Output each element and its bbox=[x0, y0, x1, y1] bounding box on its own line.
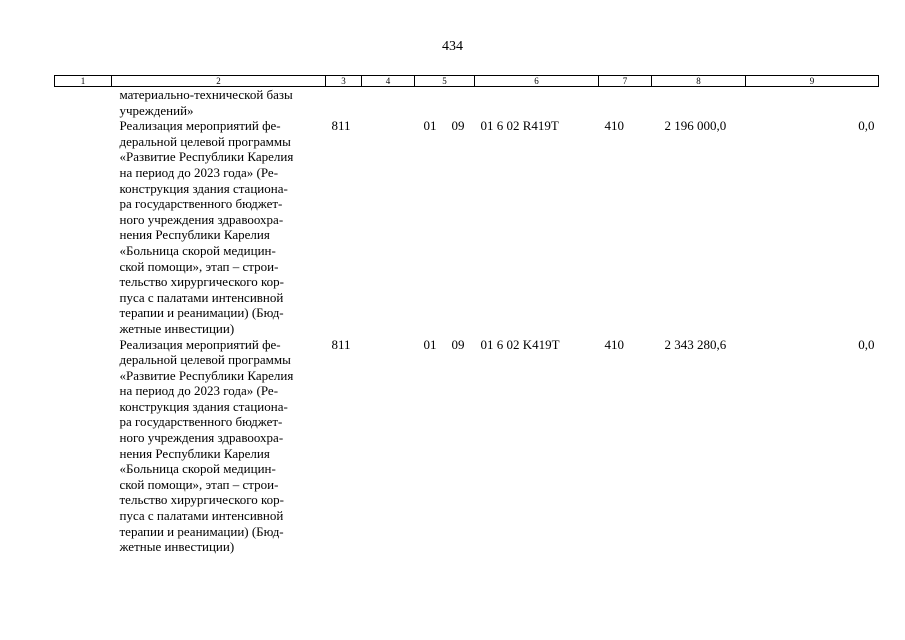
table-row bbox=[55, 118, 879, 336]
text-line: «Больница скорой медицин- bbox=[119, 242, 276, 258]
text-line: материально-технической базы bbox=[119, 87, 293, 102]
text-line: деральной целевой программы bbox=[119, 352, 291, 368]
row-name bbox=[112, 118, 326, 336]
column-number-5: 5 bbox=[415, 76, 475, 87]
column-number-8: 8 bbox=[652, 76, 746, 87]
text-line: нения Республики Карелия bbox=[119, 227, 270, 243]
column-number-row bbox=[55, 76, 879, 87]
text-line: ской помощи», этап – строи- bbox=[119, 476, 279, 492]
text-line: жетные инвестиции) bbox=[119, 539, 235, 555]
text-line: ного учреждения здравоохра- bbox=[119, 430, 284, 446]
column-number-2: 2 bbox=[112, 76, 326, 87]
cell-amount: 2 343 280,6 bbox=[664, 336, 727, 352]
cell-gov-code: 811 bbox=[331, 336, 351, 352]
cell-section-code: 09 bbox=[451, 336, 465, 352]
text-line: конструкция здания стациона- bbox=[119, 180, 288, 196]
cell-amount-federal: 0,0 bbox=[858, 118, 875, 134]
continuation-text bbox=[112, 87, 326, 119]
cell-gov-code: 811 bbox=[331, 118, 351, 134]
cell-target-article: 01 6 02 K419Т bbox=[480, 336, 560, 352]
column-number-4: 4 bbox=[362, 76, 415, 87]
text-line: терапии и реанимации) (Бюд- bbox=[119, 523, 284, 539]
text-line: нения Республики Карелия bbox=[119, 445, 270, 461]
row-name bbox=[112, 337, 326, 555]
text-line: ра государственного бюджет- bbox=[119, 414, 283, 430]
text-line: на период до 2023 года» (Ре- bbox=[119, 383, 279, 399]
text-line: жетные инвестиции) bbox=[119, 320, 235, 336]
text-line: терапии и реанимации) (Бюд- bbox=[119, 305, 284, 321]
text-line: Реализация мероприятий фе- bbox=[119, 336, 281, 352]
text-line: учреждений» bbox=[119, 102, 194, 118]
text-line: «Развитие Республики Карелия bbox=[119, 149, 294, 165]
column-number-6: 6 bbox=[475, 76, 599, 87]
cell-subsection-code: 01 bbox=[423, 336, 437, 352]
text-line: деральной целевой программы bbox=[119, 133, 291, 149]
column-number-7: 7 bbox=[599, 76, 652, 87]
text-line: тельство хирургического кор- bbox=[119, 274, 284, 290]
cell-expense-type: 410 bbox=[604, 336, 624, 352]
text-line: ской помощи», этап – строи- bbox=[119, 258, 279, 274]
text-line: ного учреждения здравоохра- bbox=[119, 211, 284, 227]
text-line: тельство хирургического кор- bbox=[119, 492, 284, 508]
text-line: Реализация мероприятий фе- bbox=[119, 118, 281, 134]
cell-expense-type: 410 bbox=[604, 118, 624, 134]
text-line: ра государственного бюджет- bbox=[119, 196, 283, 212]
text-line: «Больница скорой медицин- bbox=[119, 461, 276, 477]
table-row-continuation bbox=[55, 87, 879, 119]
text-line: конструкция здания стациона- bbox=[119, 398, 288, 414]
cell-amount-federal: 0,0 bbox=[858, 336, 875, 352]
page-number: 434 bbox=[442, 39, 463, 54]
cell-section-code: 09 bbox=[451, 118, 465, 134]
text-line: пуса с палатами интенсивной bbox=[119, 289, 284, 305]
cell-amount: 2 196 000,0 bbox=[664, 118, 727, 134]
cell-target-article: 01 6 02 R419Т bbox=[480, 118, 559, 134]
column-number-9: 9 bbox=[746, 76, 879, 87]
table-row bbox=[55, 337, 879, 555]
cell-subsection-code: 01 bbox=[423, 118, 437, 134]
column-number-3: 3 bbox=[326, 76, 362, 87]
text-line: на период до 2023 года» (Ре- bbox=[119, 164, 279, 180]
budget-table bbox=[54, 75, 879, 555]
text-line: «Развитие Республики Карелия bbox=[119, 367, 294, 383]
text-line: пуса с палатами интенсивной bbox=[119, 508, 284, 524]
column-number-1: 1 bbox=[55, 76, 112, 87]
